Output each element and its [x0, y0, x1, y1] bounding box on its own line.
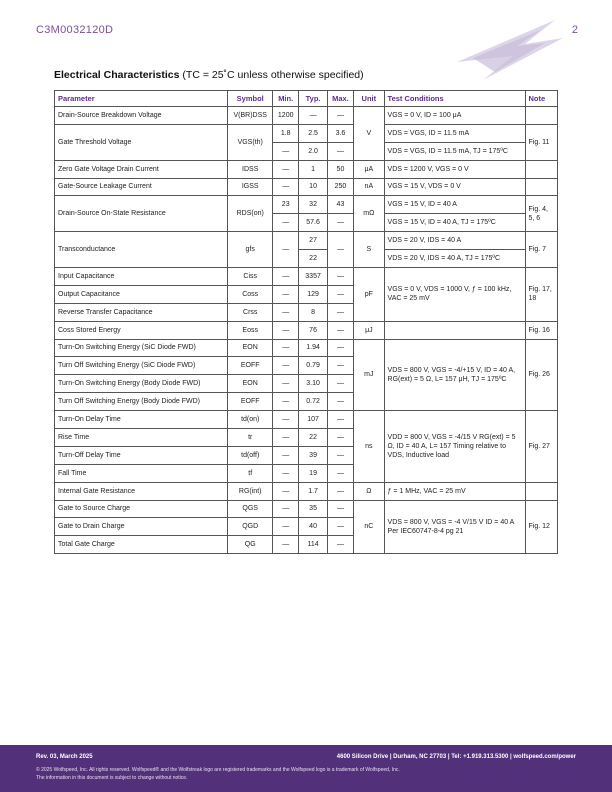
cell-min: — [273, 375, 299, 393]
cell-note: Fig. 7 [525, 232, 558, 268]
table-header [55, 91, 558, 107]
cell-max: — [327, 357, 353, 375]
cell-symbol: IGSS [228, 178, 273, 196]
cell-note [525, 107, 558, 125]
cell-param: Turn Off Switching Energy (SiC Diode FWD) [55, 357, 228, 375]
cell-typ: 3357 [299, 268, 327, 286]
cell-max: — [327, 107, 353, 125]
cell-cond: VDS = 20 V, IDS = 40 A [384, 232, 525, 250]
cell-min: 1200 [273, 107, 299, 125]
cell-typ: 129 [299, 285, 327, 303]
table-row [55, 268, 558, 286]
cell-param: Gate to Source Charge [55, 500, 228, 518]
cell-param: Turn-On Switching Energy (SiC Diode FWD) [55, 339, 228, 357]
cell-typ: 35 [299, 500, 327, 518]
col-test-conditions: Test Conditions [384, 91, 525, 107]
cell-cond: ƒ = 1 MHz, VAC = 25 mV [384, 482, 525, 500]
cell-note [525, 160, 558, 178]
cell-min: 1.8 [273, 124, 299, 142]
cell-typ: 1 [299, 160, 327, 178]
cell-max: 250 [327, 178, 353, 196]
cell-max: — [327, 393, 353, 411]
cell-max: — [327, 446, 353, 464]
table-row [55, 178, 558, 196]
cell-min: — [273, 482, 299, 500]
cell-max: — [327, 464, 353, 482]
cell-param: Fall Time [55, 464, 228, 482]
cell-min: — [273, 321, 299, 339]
cell-param: Gate-Source Leakage Current [55, 178, 228, 196]
cell-unit: μA [354, 160, 384, 178]
cell-min: — [273, 285, 299, 303]
cell-symbol: Ciss [228, 268, 273, 286]
table-row [55, 339, 558, 357]
col-unit: Unit [354, 91, 384, 107]
cell-param: Rise Time [55, 429, 228, 447]
cell-symbol: td(off) [228, 446, 273, 464]
cell-typ: 0.79 [299, 357, 327, 375]
footer [0, 745, 612, 792]
cell-max: — [327, 142, 353, 160]
cell-symbol: QGD [228, 518, 273, 536]
footer-copyright: © 2025 Wolfspeed, Inc. All rights reserved. Wolfspeed® and the Wolfstreak logo are registered trademarks and the Wolfspeed logo is a trademark of Wolfspeed, Inc. [36, 767, 400, 773]
cell-unit: V [354, 107, 384, 161]
cell-min: — [273, 518, 299, 536]
cell-symbol: td(on) [228, 411, 273, 429]
cell-min: — [273, 303, 299, 321]
cell-typ: 39 [299, 446, 327, 464]
cell-min: — [273, 142, 299, 160]
cell-typ: 8 [299, 303, 327, 321]
cell-max: — [327, 518, 353, 536]
cell-symbol: EOFF [228, 393, 273, 411]
cell-unit: μJ [354, 321, 384, 339]
cell-typ: 32 [299, 196, 327, 214]
cell-typ: 2.5 [299, 124, 327, 142]
table-row [55, 500, 558, 518]
cell-max: — [327, 500, 353, 518]
col-note: Note [525, 91, 558, 107]
cell-max: — [327, 285, 353, 303]
footer-legal [36, 767, 400, 782]
cell-symbol: Eoss [228, 321, 273, 339]
cell-min: — [273, 214, 299, 232]
cell-min: — [273, 464, 299, 482]
cell-symbol: RDS(on) [228, 196, 273, 232]
cell-typ: 57.6 [299, 214, 327, 232]
wolfstreak-logo-icon [455, 14, 565, 84]
cell-typ: 2.0 [299, 142, 327, 160]
section-condition: (TC = 25˚C unless otherwise specified) [182, 69, 364, 81]
footer-disclaimer: The information in this document is subject to change without notice. [36, 774, 188, 781]
cell-symbol: tf [228, 464, 273, 482]
cell-symbol: EON [228, 339, 273, 357]
cell-symbol: tr [228, 429, 273, 447]
cell-cond: VGS = 15 V, VDS = 0 V [384, 178, 525, 196]
cell-note: Fig. 11 [525, 124, 558, 160]
table-row [55, 124, 558, 142]
cell-min: — [273, 339, 299, 357]
cell-max: — [327, 268, 353, 286]
cell-typ: 114 [299, 536, 327, 554]
cell-unit: nC [354, 500, 384, 554]
cell-unit: mΩ [354, 196, 384, 232]
cell-min: — [273, 446, 299, 464]
cell-typ: 10 [299, 178, 327, 196]
table-row [55, 482, 558, 500]
section-title: Electrical Characteristics (TC = 25˚C unless otherwise specified) [54, 69, 364, 81]
electrical-characteristics-table [54, 90, 558, 554]
cell-min: — [273, 500, 299, 518]
cell-min: — [273, 411, 299, 429]
cell-param: Input Capacitance [55, 268, 228, 286]
cell-max: — [327, 482, 353, 500]
cell-param: Reverse Transfer Capacitance [55, 303, 228, 321]
cell-min: — [273, 160, 299, 178]
cell-symbol: RG(int) [228, 482, 273, 500]
cell-cond: VDS = 800 V, VGS = -4 V/15 V ID = 40 A Per IEC60747-8-4 pg 21 [384, 500, 525, 554]
cell-cond: VDS = 20 V, IDS = 40 A, TJ = 175ºC [384, 250, 525, 268]
col-max: Max. [327, 91, 353, 107]
cell-max: — [327, 339, 353, 357]
cell-param: Turn-On Switching Energy (Body Diode FWD) [55, 375, 228, 393]
cell-min: — [273, 429, 299, 447]
cell-note: Fig. 26 [525, 339, 558, 411]
cell-cond: VDS = 1200 V, VGS = 0 V [384, 160, 525, 178]
cell-typ: — [299, 107, 327, 125]
cell-cond: VGS = 0 V, ID = 100 μA [384, 107, 525, 125]
cell-param: Gate Threshold Voltage [55, 124, 228, 160]
cell-cond: VDS = VGS, ID = 11.5 mA, TJ = 175ºC [384, 142, 525, 160]
cell-min: — [273, 357, 299, 375]
cell-symbol: EON [228, 375, 273, 393]
col-symbol: Symbol [228, 91, 273, 107]
table-row [55, 411, 558, 429]
cell-note: Fig. 27 [525, 411, 558, 483]
cell-param: Coss Stored Energy [55, 321, 228, 339]
cell-max: 43 [327, 196, 353, 214]
cell-cond [384, 321, 525, 339]
cell-typ: 0.72 [299, 393, 327, 411]
cell-symbol: EOFF [228, 357, 273, 375]
cell-cond: VDS = VGS, ID = 11.5 mA [384, 124, 525, 142]
cell-symbol: VGS(th) [228, 124, 273, 160]
table-row [55, 196, 558, 214]
footer-revision: Rev. 03, March 2025 [36, 754, 93, 760]
cell-max: — [327, 429, 353, 447]
cell-max: — [327, 232, 353, 268]
col-typ: Typ. [299, 91, 327, 107]
cell-cond: VDD = 800 V, VGS = -4/15 V RG(ext) = 5 Ω, ID = 40 A, L= 157 Timing relative to VDS, Inductive load [384, 411, 525, 483]
cell-typ: 22 [299, 429, 327, 447]
cell-note: Fig. 4, 5, 6 [525, 196, 558, 232]
cell-typ: 27 [299, 232, 327, 250]
cell-param: Turn-Off Delay Time [55, 446, 228, 464]
cell-symbol: gfs [228, 232, 273, 268]
cell-typ: 107 [299, 411, 327, 429]
cell-min: — [273, 268, 299, 286]
cell-param: Drain-Source Breakdown Voltage [55, 107, 228, 125]
cell-unit: nA [354, 178, 384, 196]
cell-note [525, 178, 558, 196]
cell-symbol: QGS [228, 500, 273, 518]
table-row [55, 160, 558, 178]
cell-max: 3.6 [327, 124, 353, 142]
cell-max: — [327, 375, 353, 393]
cell-max: — [327, 536, 353, 554]
cell-cond: VGS = 0 V, VDS = 1000 V, ƒ = 100 kHz, VAC = 25 mV [384, 268, 525, 322]
cell-typ: 1.94 [299, 339, 327, 357]
cell-param: Drain-Source On-State Resistance [55, 196, 228, 232]
cell-max: 50 [327, 160, 353, 178]
table-row [55, 232, 558, 250]
cell-param: Gate to Drain Charge [55, 518, 228, 536]
cell-param: Total Gate Charge [55, 536, 228, 554]
cell-max: — [327, 321, 353, 339]
cell-max: — [327, 411, 353, 429]
cell-min: — [273, 536, 299, 554]
cell-min: — [273, 178, 299, 196]
col-min: Min. [273, 91, 299, 107]
cell-typ: 1.7 [299, 482, 327, 500]
cell-unit: pF [354, 268, 384, 322]
cell-min: 23 [273, 196, 299, 214]
cell-unit: S [354, 232, 384, 268]
cell-unit: ns [354, 411, 384, 483]
cell-typ: 19 [299, 464, 327, 482]
cell-unit: mJ [354, 339, 384, 411]
cell-note [525, 482, 558, 500]
cell-symbol: V(BR)DSS [228, 107, 273, 125]
cell-cond: VGS = 15 V, ID = 40 A [384, 196, 525, 214]
cell-min: — [273, 232, 299, 268]
cell-max: — [327, 214, 353, 232]
cell-note: Fig. 16 [525, 321, 558, 339]
cell-param: Turn-On Delay Time [55, 411, 228, 429]
cell-note: Fig. 12 [525, 500, 558, 554]
cell-unit: Ω [354, 482, 384, 500]
cell-cond: VGS = 15 V, ID = 40 A, TJ = 175ºC [384, 214, 525, 232]
cell-symbol: Crss [228, 303, 273, 321]
page-number: 2 [571, 24, 578, 36]
cell-typ: 22 [299, 250, 327, 268]
cell-symbol: IDSS [228, 160, 273, 178]
cell-param: Zero Gate Voltage Drain Current [55, 160, 228, 178]
cell-param: Output Capacitance [55, 285, 228, 303]
cell-cond: VDS = 800 V, VGS = -4/+15 V, ID = 40 A, RG(ext) = 5 Ω, L= 157 μH, TJ = 175ºC [384, 339, 525, 411]
table-row [55, 321, 558, 339]
footer-address: 4600 Silicon Drive | Durham, NC 27703 | Tel: +1.919.313.5300 | wolfspeed.com/power [336, 754, 576, 760]
col-parameter: Parameter [55, 91, 228, 107]
cell-min: — [273, 393, 299, 411]
cell-param: Internal Gate Resistance [55, 482, 228, 500]
cell-symbol: QG [228, 536, 273, 554]
part-number: C3M0032120D [36, 24, 114, 36]
cell-symbol: Coss [228, 285, 273, 303]
cell-param: Transconductance [55, 232, 228, 268]
cell-typ: 3.10 [299, 375, 327, 393]
cell-note: Fig. 17, 18 [525, 268, 558, 322]
cell-typ: 40 [299, 518, 327, 536]
cell-max: — [327, 303, 353, 321]
cell-typ: 76 [299, 321, 327, 339]
cell-param: Turn Off Switching Energy (Body Diode FWD) [55, 393, 228, 411]
table-row [55, 107, 558, 125]
